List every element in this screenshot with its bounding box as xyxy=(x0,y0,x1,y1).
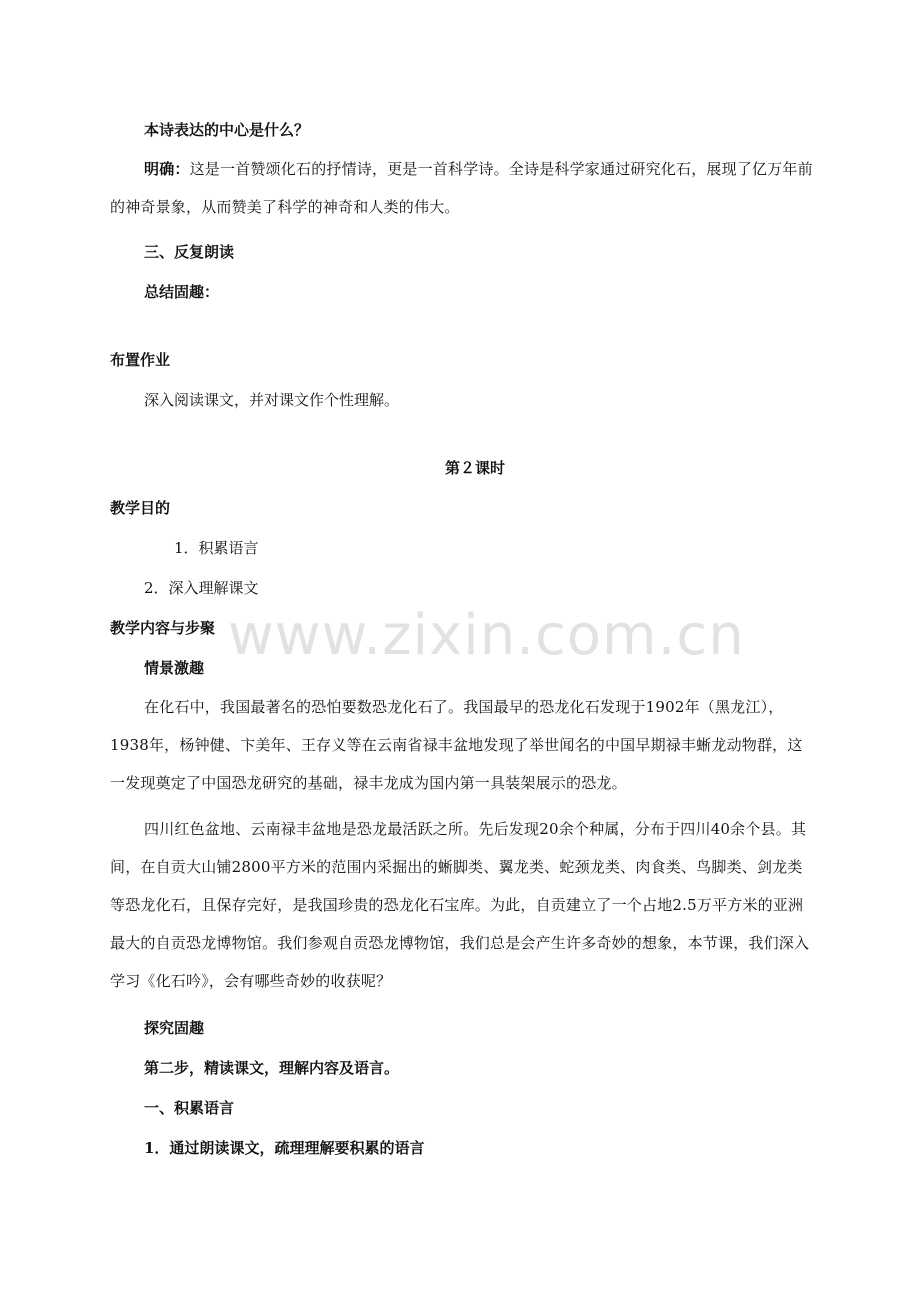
paragraph-two: 四川红色盆地、云南禄丰盆地是恐龙最活跃之所。先后发现20余个种属，分布于四川40余个县。其间，在自贡大山铺2800平方米的范围内采掘出的蜥脚类、翼龙类、蛇颈龙类、肉食类、鸟脚类、剑龙类等恐龙化石，且保存完好，是我国珍贵的恐龙化石宝库。为此，自贡建立了一个占地2.5万平方米的亚洲最大的自贡恐龙博物馆。我们参观自贡恐龙博物馆，我们总是会产生许多奇妙的想象，本节课，我们深入学习《化石吟》，会有哪些奇妙的收获呢？ xyxy=(110,820,810,990)
homework-heading: 布置作业 xyxy=(110,351,171,369)
scene-heading: 情景激趣 xyxy=(144,659,205,677)
summary-heading: 总结固趣： xyxy=(144,283,220,301)
step-two-heading: 第二步，精读课文，理解内容及语言。 xyxy=(144,1059,400,1077)
goal-one: 1．积累语言 xyxy=(174,539,259,557)
teaching-goals-heading: 教学目的 xyxy=(110,499,171,517)
question-center: 本诗表达的中心是什么？ xyxy=(144,121,310,139)
content-steps-heading: 教学内容与步聚 xyxy=(110,619,216,637)
section-three-heading: 三、反复朗读 xyxy=(144,243,235,261)
explore-heading: 探究固趣 xyxy=(144,1019,205,1037)
paragraph-one: 在化石中，我国最著名的恐怕要数恐龙化石了。我国最早的恐龙化石发现于1902年（黑龙江），1938年，杨钟健、卞美年、王存义等在云南省禄丰盆地发现了举世闻名的中国早期禄丰蜥龙动物群，这一发现奠定了中国恐龙研究的基础，禄丰龙成为国内第一具装架展示的恐龙。 xyxy=(110,698,803,792)
answer-label: 明确： xyxy=(144,160,190,178)
section-one-heading: 一、积累语言 xyxy=(144,1099,235,1117)
answer-text: 这是一首赞颂化石的抒情诗，更是一首科学诗。全诗是科学家通过研究化石，展现了亿万年前的神奇景象，从而赞美了科学的神奇和人类的伟大。 xyxy=(110,160,813,216)
homework-text: 深入阅读课文，并对课文作个性理解。 xyxy=(144,391,400,409)
answer-paragraph xyxy=(110,150,814,226)
goal-two: 2．深入理解课文 xyxy=(144,579,259,597)
watermark: www.zixin.com.cn xyxy=(228,603,745,668)
lesson-two-title: 第２课时 xyxy=(444,459,505,477)
item-one-heading: 1．通过朗读课文，疏理理解要积累的语言 xyxy=(144,1139,425,1157)
